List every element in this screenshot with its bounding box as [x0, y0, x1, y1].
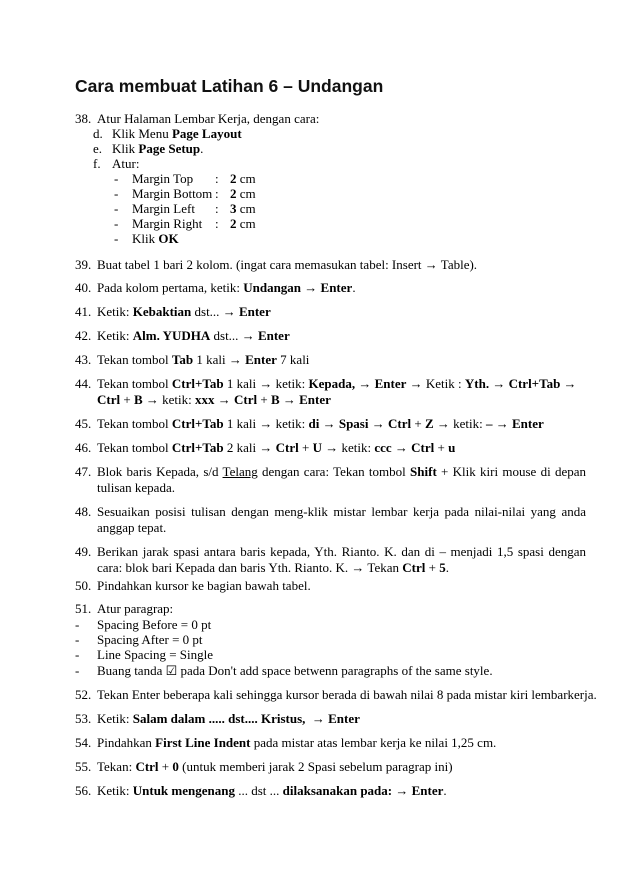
instruction-41: Ketik: Kebaktian dst... → Enter	[97, 304, 271, 319]
arrow-icon: →	[304, 280, 318, 295]
dash-bullet: -	[114, 171, 119, 186]
instruction-44-line-2: Ctrl + B → ketik: xxx → Ctrl + B → Enter	[97, 392, 331, 407]
item-number: 53.	[75, 711, 92, 726]
item-number: 45.	[75, 416, 92, 431]
dash-bullet: -	[75, 663, 80, 678]
arrow-icon: →	[492, 376, 506, 391]
arrow-icon: →	[495, 416, 509, 431]
margin-label: Margin Right	[132, 216, 203, 231]
item-number: 43.	[75, 352, 92, 367]
item-number: 38.	[75, 111, 92, 126]
sub-item-e: Klik Page Setup.	[112, 141, 204, 156]
arrow-icon: →	[311, 711, 325, 726]
instruction-52: Tekan Enter beberapa kali sehingga kursor berada di bawah nilai 8 pada mistar kiri lembarkerja.	[97, 687, 597, 702]
item-number: 51.	[75, 601, 92, 616]
margin-label: Margin Top	[132, 171, 194, 186]
arrow-icon: →	[424, 257, 438, 272]
arrow-icon: →	[371, 416, 385, 431]
item-text: Atur Halaman Lembar Kerja, dengan cara:	[97, 111, 320, 126]
paragraph-setting: Line Spacing = Single	[97, 647, 214, 662]
instruction-46: Tekan tombol Ctrl+Tab 2 kali → Ctrl + U → ketik: ccc → Ctrl + u	[97, 440, 456, 455]
sub-label-d: d.	[93, 126, 103, 141]
document-title: Cara membuat Latihan 6 – Undangan	[75, 76, 384, 96]
instruction-45: Tekan tombol Ctrl+Tab 1 kali → ketik: di → Spasi → Ctrl + Z → ketik: – → Enter	[97, 416, 544, 431]
instruction-47: Blok baris Kepada, s/d Telang dengan cara: Tekan tombol Shift + Klik kiri mouse di depan tulisan kepada.	[97, 464, 587, 495]
item-number: 56.	[75, 783, 92, 798]
item-number: 44.	[75, 376, 92, 391]
arrow-icon: →	[259, 376, 273, 391]
arrow-icon: →	[228, 352, 242, 367]
checkbox-icon: ☑	[165, 663, 178, 678]
item-number: 48.	[75, 504, 92, 519]
arrow-icon: →	[145, 392, 159, 407]
instruction-39: Buat tabel 1 bari 2 kolom. (ingat cara memasukan tabel: Insert → Table).	[97, 257, 478, 272]
item-number: 41.	[75, 304, 92, 319]
arrow-icon: →	[322, 416, 336, 431]
dash-bullet: -	[75, 617, 80, 632]
arrow-icon: →	[282, 392, 296, 407]
instruction-50: Pindahkan kursor ke bagian bawah tabel.	[97, 578, 311, 593]
dash-bullet: -	[114, 216, 119, 231]
instruction-42: Ketik: Alm. YUDHA dst... → Enter	[97, 328, 290, 343]
margin-colon: :	[215, 201, 219, 216]
dash-bullet: -	[75, 632, 80, 647]
arrow-icon: →	[395, 783, 409, 798]
item-number: 39.	[75, 257, 92, 272]
item-number: 46.	[75, 440, 92, 455]
margin-label: Margin Left	[132, 201, 195, 216]
item-number: 49.	[75, 544, 92, 559]
arrow-icon: →	[563, 376, 577, 391]
sub-item-d: Klik Menu Page Layout	[112, 126, 242, 141]
arrow-icon: →	[325, 440, 339, 455]
arrow-icon: →	[409, 376, 423, 391]
instruction-56: Ketik: Untuk mengenang ... dst ... dilaksanakan pada: → Enter.	[97, 783, 447, 798]
instruction-54: Pindahkan First Line Indent pada mistar atas lembar kerja ke nilai 1,25 cm.	[97, 735, 497, 750]
arrow-icon: →	[351, 560, 365, 575]
arrow-icon: →	[222, 304, 236, 319]
arrow-icon: →	[241, 328, 255, 343]
paragraph-setting: Spacing Before = 0 pt	[97, 617, 212, 632]
sub-label-e: e.	[93, 141, 103, 156]
item-number: 47.	[75, 464, 92, 479]
margin-colon: :	[215, 216, 219, 231]
arrow-icon: →	[436, 416, 450, 431]
arrow-icon: →	[217, 392, 231, 407]
item-number: 52.	[75, 687, 92, 702]
item-number: 55.	[75, 759, 92, 774]
paragraph-setting: Buang tanda ☑ pada Don't add space betwenn paragraphs of the same style.	[97, 663, 493, 678]
margin-colon: :	[215, 171, 219, 186]
instruction-51: Atur paragrap:	[97, 601, 174, 616]
margin-value: 2 cm	[230, 171, 256, 186]
margin-value: 3 cm	[230, 201, 256, 216]
margin-value: 2 cm	[230, 216, 256, 231]
click-ok-step: Klik OK	[132, 231, 179, 246]
item-number: 40.	[75, 280, 92, 295]
margin-value: 2 cm	[230, 186, 256, 201]
instruction-40: Pada kolom pertama, ketik: Undangan → Enter.	[97, 280, 356, 295]
instruction-53: Ketik: Salam dalam ..... dst.... Kristus, → Enter	[97, 711, 360, 726]
arrow-icon: →	[358, 376, 372, 391]
instruction-43: Tekan tombol Tab 1 kali → Enter 7 kali	[97, 352, 310, 367]
sub-item-f: Atur:	[112, 156, 140, 171]
instruction-55: Tekan: Ctrl + 0 (untuk memberi jarak 2 Spasi sebelum paragrap ini)	[97, 759, 453, 774]
arrow-icon: →	[259, 440, 273, 455]
dash-bullet: -	[114, 186, 119, 201]
arrow-icon: →	[259, 416, 273, 431]
arrow-icon: →	[394, 440, 408, 455]
sub-label-f: f.	[93, 156, 101, 171]
margin-colon: :	[215, 186, 219, 201]
item-number: 54.	[75, 735, 92, 750]
margin-label: Margin Bottom	[132, 186, 213, 201]
instruction-49: Berikan jarak spasi antara baris kepada, Yth. Rianto. K. dan di – menjadi 1,5 spasi dengan cara: blok bari Kepada dan baris Yth. Rianto. K. → Tekan Ctrl + 5.	[97, 544, 586, 575]
paragraph-setting: Spacing After = 0 pt	[97, 632, 203, 647]
instruction-44-line-1: Tekan tombol Ctrl+Tab 1 kali → ketik: Kepada, → Enter → Ketik : Yth. → Ctrl+Tab →	[97, 376, 577, 391]
dash-bullet: -	[114, 231, 119, 246]
dash-bullet: -	[75, 647, 80, 662]
instruction-48: Sesuaikan posisi tulisan dengan meng-klik mistar lembar kerja pada nilai-nilai yang anda anggap tepat.	[97, 504, 586, 535]
dash-bullet: -	[114, 201, 119, 216]
item-number: 50.	[75, 578, 92, 593]
item-number: 42.	[75, 328, 92, 343]
